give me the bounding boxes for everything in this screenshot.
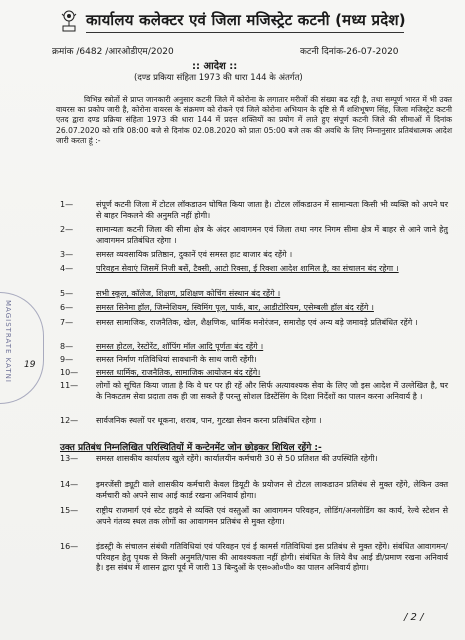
- item-text: इमरजेंसी ड्यूटी वाले शासकीय कर्मचारी केवल डियूटी के प्रयोजन से टोटल लाकडाउन प्रतिबंध से मुक्त रहेंगे, लेकिन उक्त कर्मचारी को अपने साथ आई कार्ड रखना अनिवार्य होगा।: [96, 480, 448, 500]
- item-number: 10—: [60, 368, 79, 377]
- item-number: 6—: [60, 303, 74, 312]
- item-text: समस्त होटल, रेस्टोरेंट, शॉपिंग मॉल आदि पूर्णतः बंद रहेंगे ।: [96, 342, 264, 351]
- item-number: 9—: [60, 355, 74, 364]
- page-number: / 2 /: [404, 612, 424, 623]
- item-number: 5—: [60, 289, 74, 298]
- item-number: 2—: [60, 225, 74, 234]
- item-text: समस्त शासकीय कार्यालय खुले रहेंगे। कार्यालयीन कर्मचारी 30 से 50 प्रतिशत की उपस्थिति रहेगी।: [96, 454, 378, 463]
- item-text: समस्त व्यवसायिक प्रतिष्ठान, दुकानें एवं समस्त हाट बाजार बंद रहेंगे ।: [96, 250, 293, 259]
- item-number: 8—: [60, 342, 74, 351]
- item-text: सभी स्कूल, कॉलेज, शिक्षण, प्रशिक्षण कोचिंग संस्थान बंद रहेंगे ।: [96, 289, 281, 298]
- item-number: 1—: [60, 200, 74, 209]
- item-text: संपूर्ण कटनी जिला में टोटल लॉकडाउन घोषित किया जाता है। टोटल लॉकडाउन में सामान्यतः किसी भी व्यक्ति को अपने घर से बाहर निकलने की अनुमति नहीं होगी।: [96, 200, 448, 220]
- item-number: 11—: [60, 381, 79, 390]
- item-text: सार्वजनिक स्थलों पर थूकना, शराब, पान, गुटखा सेवन करना प्रतिबंधित रहेगा ।: [96, 416, 322, 425]
- item-number: 14—: [60, 480, 79, 489]
- relaxation-heading: उक्त प्रतिबंध निम्नलिखित परिस्थितियों में कन्टेनमेंट जोन छोड़कर शिथिल रहेंगे :-: [60, 443, 322, 453]
- item-text: लोगों को सूचित किया जाता है कि वे घर पर ही रहें और सिर्फ अत्यावश्यक सेवा के लिए जो इस आदेश में उल्लेखित है, घर के निकटतम सेवा प्रदाता तक ही जा सकते हैं परन्तु सोशल डिस्टेंसिंग के दिशा निर्देशों का पालन करना अनिवार्य है ।: [96, 381, 448, 401]
- item-text: परिवहन सेवाएं जिसमें निजी बसें, टैक्सी, आटो रिक्सा, ई रिक्शा आदेश शामिल है, का संचालन बंद रहेगा ।: [96, 264, 399, 273]
- order-subtitle: (दण्ड प्रकिया संहिता 1973 की धारा 144 के अंतर्गत): [134, 73, 303, 83]
- seal-lettering: MAGISTRATE KATNI: [4, 300, 12, 383]
- item-text: समस्त सिनेमा हॉल, जिम्नेशियम, स्विमिंग पूल, पार्क, बार, आडीटोरियम, एसेम्बली हॉल बंद रहेंगे ।: [96, 303, 374, 312]
- item-text: सामान्यतः कटनी जिला की सीमा क्षेत्र के अंदर आवागमन एवं जिला तथा नगर निगम सीमा क्षेत्र में बाहर से आने जाने हेतु आवागमन प्रतिबंधित रहेगा ।: [96, 225, 448, 245]
- item-text: समस्त निर्माण गतिविधियां सावधानी के साथ जारी रहेंगी।: [96, 355, 257, 364]
- office-title: कार्यालय कलेक्टर एवं जिला मजिस्ट्रेट कटनी (मध्य प्रदेश): [86, 11, 406, 29]
- preamble-paragraph: विभिन्न स्त्रोतों से प्राप्त जानकारी अनुसार कटनी जिले में कोरोना के लगातार मरीजों की संख्या बढ रही है, तथा सम्पूर्ण भारत में भी उक्त वायरस का प्रकोप जारी है, कोरोना वायरस के संक्रमण को रोकने एवं जिले कोरोना अभियान के दृष्टि से मैं शशिभूषण सिंह, जिला मजिस्ट्रेट कटनी एतद द्वारा दण्ड प्रक्रिया संहिता 1973 की धारा 144 में प्रदत्त शक्तियों का प्रयोग में लाते हुए संपूर्ण कटनी जिले की सीमाओं में दिनांक 26.07.2020 को रात्रि 08:00 बजे से दिनांक 02.08.2020 को प्रातः 05:00 बजे तक की अवधि के लिए निम्नानुसार प्रतिबंधात्मक आदेश जारी करता हूं :-: [56, 95, 452, 145]
- order-number: क्रमांक /6482 /आरओडीएम/2020: [52, 47, 174, 57]
- item-number: 13—: [60, 454, 79, 463]
- order-date: कटनी दिनांक-26-07-2020: [300, 47, 399, 57]
- national-emblem-icon: [60, 6, 78, 34]
- item-text: इंडस्ट्री के संचालन संबंधी गतिविधियां एवं परिवहन एवं ई कामर्स गतिविधियां इस प्रतिबंध से मुक्त रहेंगे। संबंधित आवागमन/परिवहन हेतु पृथक से किसी अनुमति/पास की आवश्यकता नहीं होगी। संबंधित के लिये वैध आई डी/प्रमाण रखना अनिवार्य है। इस संबंध में शासन द्वारा पूर्व में जारी 13 बिन्दुओं के एस०ओ०पी० का पालन अनिवार्य होगा।: [96, 542, 448, 572]
- item-text: राष्ट्रीय राजमार्ग एवं स्टेट हाइवे से व्यक्ति एवं वस्तुओं का आवागमन परिवहन, लोडिंग/अनलोडिंग का कार्य, रेल्वे स्टेशन से अपने गंतव्य स्थल तक लोगों का आवागमन प्रतिबंध से मुक्त रहेगा।: [96, 506, 448, 526]
- item-number: 16—: [60, 542, 79, 551]
- item-text: समस्त धार्मिक, राजनैतिक, सामाजिक आयोजन बंद रहेंगे।: [96, 368, 261, 377]
- order-heading: :: आदेश ::: [192, 61, 238, 72]
- item-text: समस्त सामाजिक, राजनैतिक, खेल, शैक्षणिक, धार्मिक मनोरंजन, समारोह एवं अन्य बड़े जमावड़े प्रतिबंधित रहेंगे ।: [96, 318, 418, 327]
- margin-annotation: 19: [24, 360, 36, 370]
- item-number: 7—: [60, 318, 74, 327]
- title-underline: [86, 32, 404, 33]
- item-number: 4—: [60, 264, 74, 273]
- item-number: 15—: [60, 506, 79, 515]
- item-number: 12—: [60, 416, 79, 425]
- item-number: 3—: [60, 250, 74, 259]
